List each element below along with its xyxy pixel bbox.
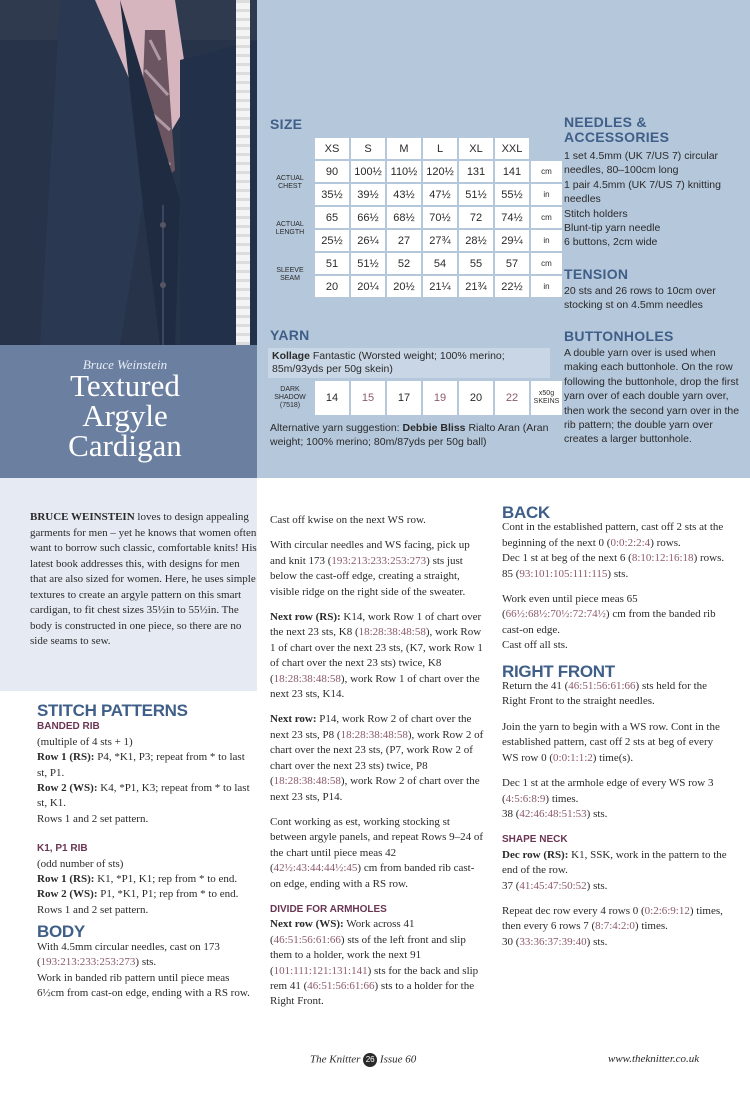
row-label: Row 2 (WS): — [37, 782, 98, 795]
cell: 110½ — [387, 161, 421, 182]
cell: 20¼ — [351, 276, 385, 297]
issue-number: Issue 60 — [379, 1053, 417, 1066]
cell: 27¾ — [423, 230, 457, 251]
cell: 21¾ — [459, 276, 493, 297]
rf-p4: 38 (42:46:48:51:53) sts. — [502, 807, 608, 820]
k1p1-row1 — [37, 872, 257, 887]
banded-row2 — [37, 781, 257, 812]
sleeve-label: SLEEVE SEAM — [276, 267, 304, 282]
unit-cell: x50g SKEINS — [531, 381, 562, 415]
c2-p6: Next row (WS): Work across 41 (46:51:56:61:66) sts of the left front and slip them to a holder, work the next 91 (101:111:121:131:141) sts for the back and slip rem 41 (46:51:56:61:66) sts to a holder for the Right Front. — [270, 918, 479, 1008]
tension-heading: TENSION — [564, 266, 629, 282]
k1p1-heading: K1, P1 RIB — [37, 843, 88, 855]
cell: 20 — [315, 276, 349, 297]
unit-cell: in — [531, 184, 562, 205]
alt-yarn — [270, 421, 555, 449]
yarn-description — [268, 348, 550, 378]
banded-row1 — [37, 750, 257, 781]
cell: 29¼ — [495, 230, 529, 251]
yarn-table — [265, 379, 564, 417]
cell: 90 — [315, 161, 349, 182]
alt-desc: Rialto Aran (Aran weight; 100% merino; 80m/87yds per 50g ball) — [270, 422, 549, 448]
footer-issue — [310, 1053, 416, 1067]
needle-item: Stitch holders — [564, 207, 628, 220]
size-col: XL — [459, 138, 493, 159]
rf-p7: Repeat dec row every 4 rows 0 (0:2:6:9:12) times, then every 6 rows 7 (8:7:4:2:0) times. — [502, 904, 723, 933]
cell: 72 — [459, 207, 493, 228]
length-label: ACTUAL LENGTH — [275, 221, 305, 236]
yarn-desc: Fantastic (Worsted weight; 100% merino; 85m/93yds per 50g skein) — [272, 350, 505, 375]
rf-p5: Dec row (RS): K1, SSK, work in the pattern to the end of the row. — [502, 848, 727, 877]
cardigan-photo — [0, 0, 257, 345]
size-heading: SIZE — [270, 116, 303, 132]
cell: 22 — [495, 381, 529, 415]
intro-body: loves to design appealing garments for men – yet he knows that women often want to borrow such classic, comfortable knits! His latest book addresses this, with designs for men that are also sized for women. Here, he uses simple textures to create an argyle pattern on this smart cardigan, to fit chest sizes 35½in to 55½in. The body is constructed in one piece, so there are no side seams to sew. — [30, 511, 257, 647]
row-label: Row 2 (WS): — [37, 888, 98, 901]
c2-p1: Cast off kwise on the next WS row. — [270, 514, 426, 526]
body-p1: With 4.5mm circular needles, cast on 173 (193:213:233:253:273) sts. — [37, 940, 220, 969]
cell: 28½ — [459, 230, 493, 251]
footer-url: www.theknitter.co.uk — [608, 1053, 700, 1065]
cell: 25½ — [315, 230, 349, 251]
needle-item: Blunt-tip yarn needle — [564, 222, 661, 235]
back-p4: Work even until piece meas 65 (66½:68½:70½:72:74½) cm from the banded rib cast-on edge. — [502, 593, 716, 636]
chest-cm-row — [267, 161, 562, 182]
cell: 39½ — [351, 184, 385, 205]
yarn-row — [267, 381, 562, 415]
unit-cell: cm — [531, 253, 562, 274]
yarn-brand: Kollage — [272, 350, 310, 362]
cell: 141 — [495, 161, 529, 182]
buttonholes-heading: BUTTONHOLES — [564, 328, 674, 344]
unit-cell: cm — [531, 161, 562, 182]
column-2 — [270, 513, 485, 1020]
row-text: K4, *P1, K3; repeat from * to last st, K1. — [37, 782, 250, 810]
banded-rib-heading: BANDED RIB — [37, 721, 100, 733]
size-table — [265, 136, 564, 299]
sleeve-cm-row — [267, 253, 562, 274]
cell: 74½ — [495, 207, 529, 228]
row-label: Row 1 (RS): — [37, 873, 95, 886]
author-name: Bruce Weinstein — [82, 357, 168, 372]
pattern-title — [0, 368, 250, 463]
size-col: S — [351, 138, 385, 159]
c2-p4: Next row: P14, work Row 2 of chart over the next 23 sts, P8 (18:28:38:48:58), work Row 2 of chart over the next 23 sts, (P7, work Row 2 of chart over the next 23 sts) twice, P8 (18:28:38:48:58), work Row 2 of chart over the next 23 sts, P14. — [270, 713, 484, 803]
c2-p5: Cont working as est, working stocking st between argyle panels, and repeat Rows 9–24 of the chart until piece meas 42 (42½:43:44:44½:45) cm from banded rib cast-on edge, ending with a RS row. — [270, 815, 484, 890]
cell: 55½ — [495, 184, 529, 205]
rf-p8: 30 (33:36:37:39:40) sts. — [502, 935, 608, 948]
back-p2: Dec 1 st at beg of the next 6 (8:10:12:16:18) rows. — [502, 552, 725, 565]
cell: 22½ — [495, 276, 529, 297]
size-col: L — [423, 138, 457, 159]
cell: 55 — [459, 253, 493, 274]
title-line: Textured — [70, 368, 180, 403]
back-p5: Cast off all sts. — [502, 639, 568, 652]
right-front-heading: RIGHT FRONT — [502, 661, 615, 681]
buttonholes-text: A double yarn over is used when making each buttonhole. On the row following the buttonhole, drop the first yarn over of each double yarn over, then work the second yarn over in the rib pattern; the double yarn over creates a larger buttonhole. — [564, 347, 740, 446]
cell: 21¼ — [423, 276, 457, 297]
cell: 66½ — [351, 207, 385, 228]
cell: 52 — [387, 253, 421, 274]
rows-set: Rows 1 and 2 set pattern. — [37, 903, 149, 916]
banded-mult: (multiple of 4 sts + 1) — [37, 735, 133, 748]
k1p1-row2 — [37, 887, 257, 902]
cell: 26¼ — [351, 230, 385, 251]
chest-label: ACTUAL CHEST — [276, 175, 304, 190]
column-3 — [502, 505, 727, 950]
cell: 131 — [459, 161, 493, 182]
heading-line: ACCESSORIES — [564, 129, 670, 145]
alt-prefix: Alternative yarn suggestion: — [270, 422, 403, 434]
c2-p3: Next row (RS): K14, work Row 1 of chart over the next 23 sts, K8 (18:28:38:48:58), work Row 1 of chart over the next 23 sts, (K7, work Row 1 of chart over the next 23 sts) twice, K8 (18:28:38:48:58), work Row 1 of chart over the next 23 sts, K14. — [270, 611, 483, 701]
magazine-name: The Knitter — [310, 1053, 361, 1066]
cell: 27 — [387, 230, 421, 251]
row-label: Row 1 (RS): — [37, 751, 95, 764]
shape-neck-heading: SHAPE NECK — [502, 834, 568, 846]
rf-p1: Return the 41 (46:51:56:61:66) sts held for the Right Front to the straight needles. — [502, 680, 708, 708]
cell: 20 — [459, 381, 493, 415]
title-panel — [0, 345, 257, 478]
cell: 43½ — [387, 184, 421, 205]
heading-line: NEEDLES & — [564, 114, 647, 130]
body-p2: Work in banded rib pattern until piece meas 6½cm from cast-on edge, ending with a RS row. — [37, 971, 250, 999]
unit-cell: cm — [531, 207, 562, 228]
row-text: P1, *K1, P1; rep from * to end. — [97, 888, 239, 901]
size-header-row — [267, 138, 562, 159]
back-heading: BACK — [502, 503, 550, 522]
cell: 35½ — [315, 184, 349, 205]
cell: 51 — [315, 253, 349, 274]
cell: 68½ — [387, 207, 421, 228]
cell: 51½ — [351, 253, 385, 274]
designer-name: BRUCE WEINSTEIN — [30, 511, 135, 523]
cell: 54 — [423, 253, 457, 274]
intro-text — [30, 510, 257, 650]
unit-cell: in — [531, 276, 562, 297]
cell: 15 — [351, 381, 385, 415]
cell: 100½ — [351, 161, 385, 182]
tension-text: 20 sts and 26 rows to 10cm over stocking st on 4.5mm needles — [564, 285, 716, 312]
unit-cell: in — [531, 230, 562, 251]
c2-p2: With circular needles and WS facing, pick up and knit 173 (193:213:233:253:273) sts just below the cast-off edge, creating a straight, visible ridge on the right side of the sweater. — [270, 539, 470, 598]
length-cm-row — [267, 207, 562, 228]
cell: 47½ — [423, 184, 457, 205]
cell: 65 — [315, 207, 349, 228]
rf-p2: Join the yarn to begin with a WS row. Cont in the established pattern, cast off 2 sts at beg of every WS row 0 (0:0:1:1:2) time(s). — [502, 720, 720, 764]
rf-p3: Dec 1 st at the armhole edge of every WS row 3 (4:5:6:8:9) times. — [502, 777, 714, 805]
size-col: XXL — [495, 138, 529, 159]
cell: 51½ — [459, 184, 493, 205]
rows-set: Rows 1 and 2 set pattern. — [37, 812, 149, 825]
body-heading: BODY — [37, 922, 85, 942]
needles-heading — [564, 115, 669, 145]
cell: 20½ — [387, 276, 421, 297]
title-line: Cardigan — [68, 428, 182, 463]
row-text: P4, *K1, P3; repeat from * to last st, P1. — [37, 751, 245, 779]
needle-item: 1 pair 4.5mm (UK 7/US 7) knitting needles — [564, 178, 721, 206]
back-p3: 85 (93:101:105:111:115) sts. — [502, 567, 629, 580]
cell: 57 — [495, 253, 529, 274]
cell: 120½ — [423, 161, 457, 182]
needle-item: 6 buttons, 2cm wide — [564, 236, 658, 249]
rf-p6: 37 (41:45:47:50:52) sts. — [502, 879, 608, 892]
title-line: Argyle — [82, 398, 168, 433]
back-p1: Cont in the established pattern, cast off 2 sts at the beginning of the next 0 (0:0:2:2:4) rows. — [502, 521, 724, 549]
needle-item: 1 set 4.5mm (UK 7/US 7) circular needles, 80–100cm long — [564, 150, 719, 177]
cell: 19 — [423, 381, 457, 415]
column-1 — [37, 703, 257, 1001]
needles-list — [564, 149, 744, 250]
size-col: M — [387, 138, 421, 159]
stitch-patterns-heading: STITCH PATTERNS — [37, 701, 188, 720]
cell: 70½ — [423, 207, 457, 228]
yarn-heading: YARN — [270, 327, 310, 343]
k1p1-mult: (odd number of sts) — [37, 857, 124, 870]
cell: 17 — [387, 381, 421, 415]
size-col: XS — [315, 138, 349, 159]
divide-heading: DIVIDE FOR ARMHOLES — [270, 903, 387, 915]
row-text: K1, *P1, K1; rep from * to end. — [94, 873, 238, 886]
alt-brand: Debbie Bliss — [402, 422, 466, 434]
cell: 14 — [315, 381, 349, 415]
page-number: 26 — [363, 1053, 377, 1067]
colour-label: DARK SHADOW (7518) — [274, 386, 306, 409]
